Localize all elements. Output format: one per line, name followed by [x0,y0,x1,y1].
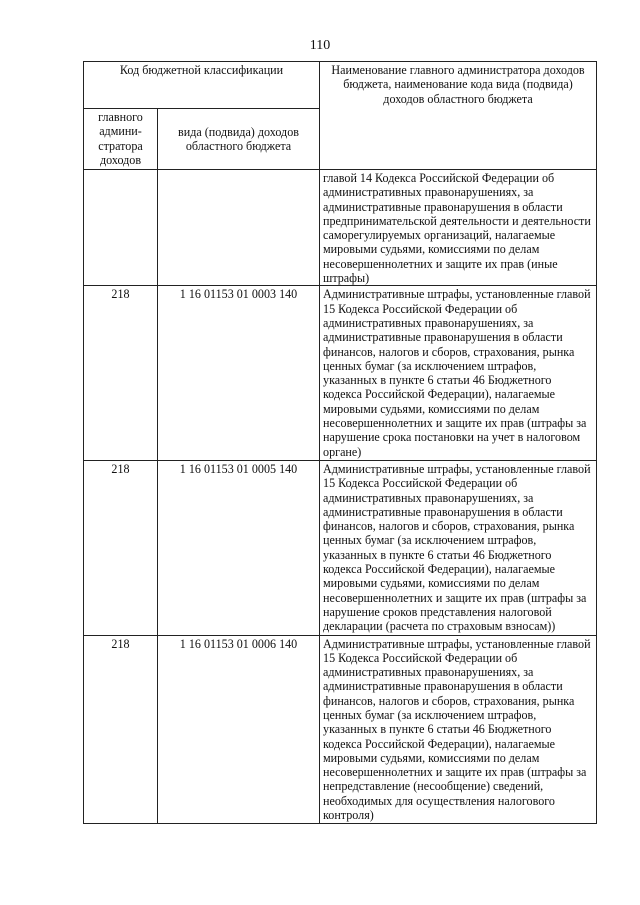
cell-revenue-code: 1 16 01153 01 0003 140 [158,286,320,461]
cell-revenue-code: 1 16 01153 01 0006 140 [158,635,320,824]
page-number: 110 [309,38,331,53]
cell-admin-code: 218 [84,286,158,461]
header-revenue-kind: вида (подвида) доходов областного бюджета [158,109,320,170]
budget-classification-table [83,61,597,824]
header-main-administrator: главного админи-стратора доходов [84,109,158,170]
header-administrator-name: Наименование главного администратора доходов бюджета, наименование кода вида (подвида) доходов областного бюджета [320,62,597,170]
cell-description: главой 14 Кодекса Российской Федерации об административных правонарушениях, за административные правонарушения в области предпринимательской деятельности и деятельности саморегулируемых организаций, налагаемые мировыми судьями, комиссиями по делам несовершеннолетних и защите их прав (иные штрафы) [320,170,597,286]
cell-description: Административные штрафы, установленные главой 15 Кодекса Российской Федерации об административных правонарушениях, за административные правонарушения в области финансов, налогов и сборов, страхования, рынка ценных бумаг (за исключением штрафов, указанных в пункте 6 статьи 46 Бюджетного кодекса Российской Федерации), налагаемые мировыми судьями, комиссиями по делам несовершеннолетних и защите их прав (штрафы за нарушение срока постановки на учет в налоговом органе) [320,286,597,461]
cell-admin-code: 218 [84,635,158,824]
table-row [84,286,597,461]
header-budget-classification-code: Код бюджетной классификации [84,62,320,109]
header-row-group [84,62,597,109]
cell-revenue-code [158,170,320,286]
table-row [84,170,597,286]
table-row [84,635,597,824]
table-row [84,460,597,635]
cell-description: Административные штрафы, установленные главой 15 Кодекса Российской Федерации об административных правонарушениях, за административные правонарушения в области финансов, налогов и сборов, страхования, рынка ценных бумаг (за исключением штрафов, указанных в пункте 6 статьи 46 Бюджетного кодекса Российской Федерации), налагаемые мировыми судьями, комиссиями по делам несовершеннолетних и защите их прав (штрафы за нарушение сроков представления налоговой декларации (расчета по страховым взносам)) [320,460,597,635]
cell-admin-code [84,170,158,286]
cell-admin-code: 218 [84,460,158,635]
cell-description: Административные штрафы, установленные главой 15 Кодекса Российской Федерации об административных правонарушениях, за административные правонарушения в области финансов, налогов и сборов, страхования, рынка ценных бумаг (за исключением штрафов, указанных в пункте 6 статьи 46 Бюджетного кодекса Российской Федерации), налагаемые мировыми судьями, комиссиями по делам несовершеннолетних и защите их прав (штрафы за непредставление (несообщение) сведений, необходимых для осуществления налогового контроля) [320,635,597,824]
cell-revenue-code: 1 16 01153 01 0005 140 [158,460,320,635]
